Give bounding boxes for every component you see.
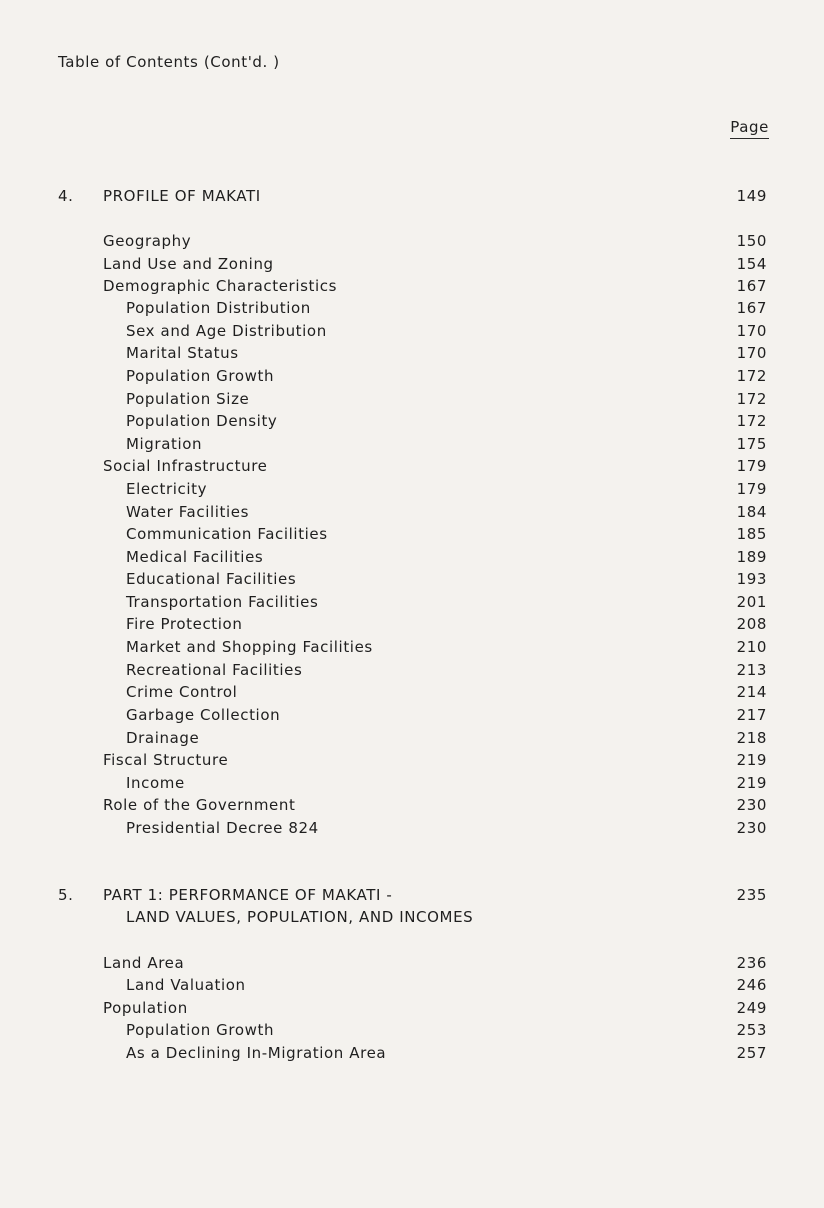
toc-entry-page: 210 [736, 638, 767, 656]
toc-entry-page: 172 [736, 367, 767, 385]
toc-subentry: Population Distribution [126, 299, 311, 317]
toc-subentry: Migration [126, 435, 203, 453]
toc-entry-page: 208 [736, 615, 767, 633]
toc-entry: Land Area [103, 954, 185, 972]
toc-entry-page: 167 [736, 277, 767, 295]
toc-entry-page: 217 [736, 706, 767, 724]
page-column-label: Page [730, 117, 769, 139]
toc-entry-page: 213 [736, 661, 767, 679]
toc-subentry: As a Declining In-Migration Area [126, 1044, 387, 1062]
toc-subentry: Population Size [126, 390, 250, 408]
chapter-page: 235 [736, 886, 767, 904]
toc-entry-page: 214 [736, 683, 767, 701]
toc-subentry: Marital Status [126, 344, 239, 362]
page-header-title: Table of Contents (Cont'd. ) [58, 53, 280, 71]
toc-entry: Fiscal Structure [103, 751, 229, 769]
toc-subentry: Water Facilities [126, 503, 249, 521]
toc-entry: Demographic Characteristics [103, 277, 338, 295]
chapter-title: PART 1: PERFORMANCE OF MAKATI - [103, 886, 393, 904]
toc-entry-page: 246 [736, 976, 767, 994]
chapter-title: PROFILE OF MAKATI [103, 187, 261, 205]
toc-entry-page: 170 [736, 322, 767, 340]
toc-entry-page: 170 [736, 344, 767, 362]
toc-subentry: Crime Control [126, 683, 238, 701]
chapter-title-continued: LAND VALUES, POPULATION, AND INCOMES [126, 908, 474, 926]
toc-entry-page: 150 [736, 232, 767, 250]
toc-entry-page: 219 [736, 751, 767, 769]
toc-entry: Role of the Government [103, 796, 296, 814]
toc-entry-page: 253 [736, 1021, 767, 1039]
toc-subentry: Income [126, 774, 185, 792]
toc-subentry: Population Density [126, 412, 278, 430]
toc-entry-page: 154 [736, 255, 767, 273]
toc-entry: Social Infrastructure [103, 457, 268, 475]
toc-subentry: Medical Facilities [126, 548, 264, 566]
toc-entry-page: 167 [736, 299, 767, 317]
toc-entry-page: 218 [736, 729, 767, 747]
toc-entry: Population [103, 999, 188, 1017]
toc-subentry: Presidential Decree 824 [126, 819, 319, 837]
chapter-page: 149 [736, 187, 767, 205]
toc-entry: Geography [103, 232, 192, 250]
toc-subentry: Population Growth [126, 1021, 275, 1039]
toc-entry-page: 193 [736, 570, 767, 588]
toc-subentry: Electricity [126, 480, 208, 498]
toc-entry-page: 172 [736, 412, 767, 430]
toc-entry-page: 179 [736, 480, 767, 498]
chapter-number: 5. [58, 886, 74, 904]
toc-subentry: Sex and Age Distribution [126, 322, 327, 340]
toc-subentry: Communication Facilities [126, 525, 328, 543]
toc-entry-page: 236 [736, 954, 767, 972]
toc-entry-page: 185 [736, 525, 767, 543]
toc-entry-page: 189 [736, 548, 767, 566]
toc-entry-page: 249 [736, 999, 767, 1017]
chapter-number: 4. [58, 187, 74, 205]
toc-entry-page: 219 [736, 774, 767, 792]
toc-subentry: Market and Shopping Facilities [126, 638, 373, 656]
toc-subentry: Transportation Facilities [126, 593, 319, 611]
toc-entry-page: 230 [736, 796, 767, 814]
toc-subentry: Educational Facilities [126, 570, 297, 588]
toc-subentry: Land Valuation [126, 976, 246, 994]
toc-subentry: Fire Protection [126, 615, 243, 633]
toc-entry: Land Use and Zoning [103, 255, 274, 273]
toc-entry-page: 184 [736, 503, 767, 521]
toc-subentry: Garbage Collection [126, 706, 281, 724]
toc-entry-page: 201 [736, 593, 767, 611]
toc-entry-page: 257 [736, 1044, 767, 1062]
toc-subentry: Population Growth [126, 367, 275, 385]
toc-subentry: Drainage [126, 729, 200, 747]
toc-entry-page: 179 [736, 457, 767, 475]
toc-entry-page: 172 [736, 390, 767, 408]
toc-subentry: Recreational Facilities [126, 661, 303, 679]
toc-entry-page: 230 [736, 819, 767, 837]
toc-entry-page: 175 [736, 435, 767, 453]
